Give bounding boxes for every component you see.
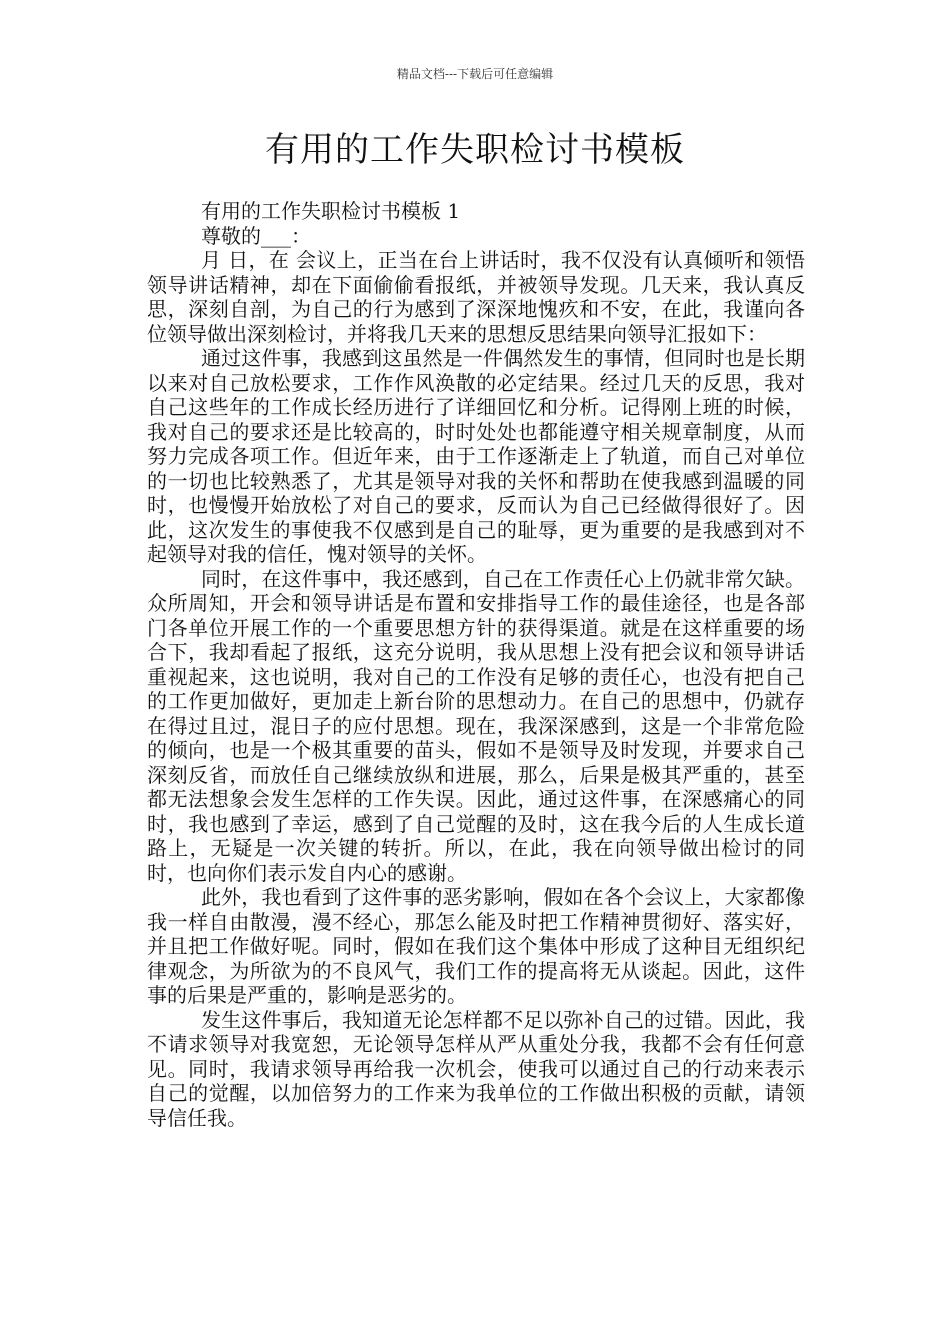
paragraph: 同时，在这件事中，我还感到，自己在工作责任心上仍就非常欠缺。众所周知，开会和领导讲话是布置和安排指导工作的最佳途径，也是各部门各单位开展工作的一个重要思想方针的获得渠道。就是在这样重要的场合下，我却看起了报纸，这充分说明，我从思想上没有把会议和领导讲话重视起来，这也说明，我对自己的工作没有足够的责任心，也没有把自己的工作更加做好，更加走上新台阶的思想动力。在自己的思想中，仍就存在得过且过，混日子的应付思想。现在，我深深感到，这是一个非常危险的倾向，也是一个极其重要的苗头，假如不是领导及时发现，并要求自己深刻反省，而放任自己继续放纵和进展，那么，后果是极其严重的，甚至都无法想象会发生怎样的工作失误。因此，通过这件事，在深感痛心的同时，我也感到了幸运，感到了自己觉醒的及时，这在我今后的人生成长道路上，无疑是一次关键的转折。所以，在此，我在向领导做出检讨的同时，也向你们表示发自内心的感谢。 <box>147 566 805 885</box>
document-body <box>147 199 805 1130</box>
paragraph: 发生这件事后，我知道无论怎样都不足以弥补自己的过错。因此，我不请求领导对我宽恕，无论领导怎样从严从重处分我，我都不会有任何意见。同时，我请求领导再给我一次机会，使我可以通过自己的行动来表示自己的觉醒，以加倍努力的工作来为我单位的工作做出积极的贡献，请领导信任我。 <box>147 1007 805 1130</box>
salutation: 尊敬的___： <box>201 223 311 248</box>
document-subtitle: 有用的工作失职检讨书模板 1 <box>201 199 461 223</box>
paragraph: 通过这件事，我感到这虽然是一件偶然发生的事情，但同时也是长期以来对自己放松要求，工作作风涣散的必定结果。经过几天的反思，我对自己这些年的工作成长经历进行了详细回忆和分析。记得刚上班的时候，我对自己的要求还是比较高的，时时处处也都能遵守相关规章制度，从而努力完成各项工作。但近年来，由于工作逐渐走上了轨道，而自己对单位的一切也比较熟悉了，尤其是领导对我的关怀和帮助在使我感到温暖的同时，也慢慢开始放松了对自己的要求，反而认为自己已经做得很好了。因此，这次发生的事使我不仅感到是自己的耻辱，更为重要的是我感到对不起领导对我的信任，愧对领导的关怀。 <box>147 346 805 566</box>
paragraph: 月 日，在 会议上，正当在台上讲话时，我不仅没有认真倾听和领悟领导讲话精神，却在下面偷偷看报纸，并被领导发现。几天来，我认真反思，深刻自剖，为自己的行为感到了深深地愧疚和不安，在此，我谨向各位领导做出深刻检讨，并将我几天来的思想反思结果向领导汇报如下： <box>147 248 805 346</box>
paragraph: 此外，我也看到了这件事的恶劣影响，假如在各个会议上，大家都像我一样自由散漫，漫不经心，那怎么能及时把工作精神贯彻好、落实好，并且把工作做好呢。同时，假如在我们这个集体中形成了这种目无组织纪律观念，为所欲为的不良风气，我们工作的提高将无从谈起。因此，这件事的后果是严重的，影响是恶劣的。 <box>147 885 805 1007</box>
page-header: 精品文档---下载后可任意编辑 <box>396 67 554 81</box>
document-title: 有用的工作失职检讨书模板 <box>265 130 685 170</box>
